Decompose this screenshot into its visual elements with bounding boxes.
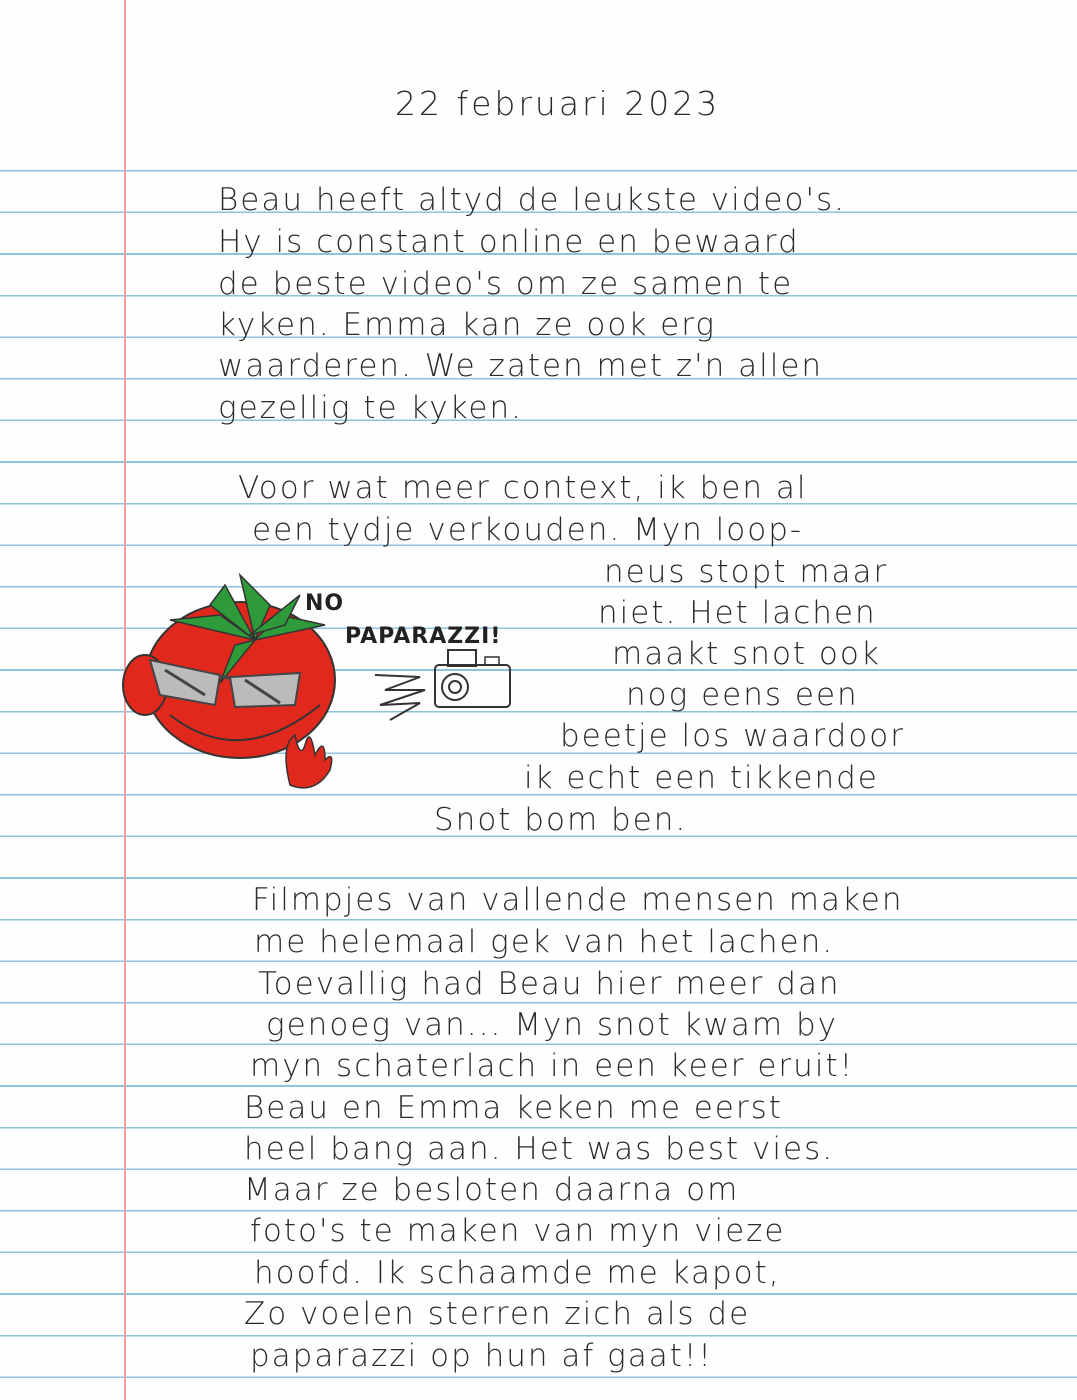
text-line: heel bang aan. Het was best vies. [244, 1131, 835, 1167]
text-line: beetje los waardoor [560, 718, 906, 754]
tomato-paparazzi-drawing [110, 565, 540, 805]
entry-date: 22 februari 2023 [395, 84, 721, 123]
text-line: Voor wat meer context, ik ben al [238, 470, 808, 506]
text-line: hoofd. Ik schaamde me kapot, [254, 1255, 781, 1291]
text-line: Filmpjes van vallende mensen maken [252, 882, 904, 918]
text-line: een tydje verkouden. Myn loop- [252, 512, 804, 548]
flash-lines-icon [375, 675, 425, 720]
text-line: foto's te maken van myn vieze [250, 1213, 786, 1249]
text-line: Beau heeft altyd de leukste video's. [218, 182, 847, 218]
text-line: maakt snot ook [612, 636, 881, 672]
text-line: myn schaterlach in een keer eruit! [250, 1048, 855, 1084]
caption-no: NO [305, 591, 345, 616]
text-line: waarderen. We zaten met z'n allen [218, 348, 824, 384]
text-line: neus stopt maar [604, 554, 889, 590]
text-line: Hy is constant online en bewaard [218, 224, 800, 260]
text-line: Snot bom ben. [434, 802, 688, 838]
text-line: Toevallig had Beau hier meer dan [258, 966, 841, 1002]
text-line: ik echt een tikkende [524, 760, 879, 796]
camera-icon [435, 650, 510, 707]
text-line: de beste video's om ze samen te [218, 266, 794, 302]
text-line: paparazzi op hun af gaat!! [250, 1338, 713, 1374]
text-line: Maar ze besloten daarna om [244, 1172, 740, 1208]
snot-splash-icon [286, 735, 332, 788]
caption-paparazzi: PAPARAZZI! [345, 624, 502, 649]
text-line: gezellig te kyken. [218, 390, 524, 426]
text-line: kyken. Emma kan ze ook erg [218, 307, 717, 343]
text-line: niet. Het lachen [598, 595, 877, 631]
text-line: Beau en Emma keken me eerst [244, 1090, 783, 1126]
text-line: Zo voelen sterren zich als de [244, 1296, 751, 1332]
text-line: genoeg van... Myn snot kwam by [266, 1007, 838, 1043]
text-line: nog eens een [626, 677, 859, 713]
text-line: me helemaal gek van het lachen. [254, 924, 835, 960]
